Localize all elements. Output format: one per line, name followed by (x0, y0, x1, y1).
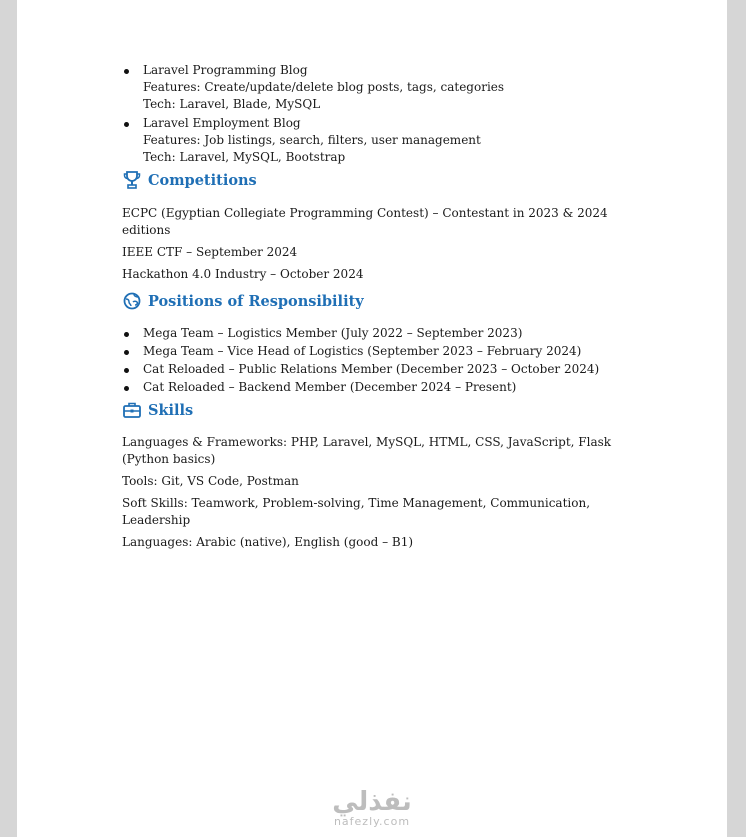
competition-item: IEEE CTF – September 2024 (122, 245, 298, 259)
competitions-heading (122, 170, 622, 190)
skills-heading-text: Skills (148, 401, 194, 419)
position-item: Cat Reloaded – Public Relations Member (December 2023 – October 2024) (143, 362, 600, 376)
project-title: Laravel Programming Blog (143, 63, 308, 77)
skill-item: Soft Skills: Teamwork, Problem-solving, Time Management, Communication, Leadership (122, 496, 591, 527)
bullet-icon (124, 122, 129, 127)
list-item (122, 325, 622, 342)
positions-list (122, 325, 622, 396)
position-item: Cat Reloaded – Backend Member (December 2024 – Present) (143, 380, 517, 394)
globe-hand-icon (122, 291, 142, 311)
toolbox-icon (122, 400, 142, 420)
position-item: Mega Team – Vice Head of Logistics (September 2023 – February 2024) (143, 344, 582, 358)
project-tech: Tech: Laravel, Blade, MySQL (143, 97, 321, 111)
competition-item: ECPC (Egyptian Collegiate Programming Contest) – Contestant in 2023 & 2024 editions (122, 206, 608, 237)
projects-list (122, 62, 622, 166)
project-tech: Tech: Laravel, MySQL, Bootstrap (143, 150, 346, 164)
bullet-icon (124, 350, 129, 355)
list-item (122, 379, 622, 396)
bullet-icon (124, 386, 129, 391)
project-title: Laravel Employment Blog (143, 116, 301, 130)
skill-item: Languages & Frameworks: PHP, Laravel, MySQL, HTML, CSS, JavaScript, Flask (Python basics) (122, 435, 612, 466)
bullet-icon (124, 368, 129, 373)
bullet-icon (124, 332, 129, 337)
watermark-latin: nafezly.com (333, 815, 411, 828)
watermark-arabic: نفذلي (332, 787, 412, 817)
competitions-heading-text: Competitions (148, 171, 257, 189)
positions-heading-text: Positions of Responsibility (148, 292, 364, 310)
list-item (122, 361, 622, 378)
positions-heading (122, 291, 622, 311)
bullet-icon (124, 69, 129, 74)
list-item (122, 343, 622, 360)
trophy-icon (122, 170, 142, 190)
document-content (122, 62, 622, 551)
project-features: Features: Create/update/delete blog posts, tags, categories (143, 80, 505, 94)
skill-item: Tools: Git, VS Code, Postman (122, 474, 299, 488)
competition-item: Hackathon 4.0 Industry – October 2024 (122, 267, 364, 281)
skills-heading (122, 400, 622, 420)
watermark (17, 788, 727, 828)
skill-item: Languages: Arabic (native), English (good – B1) (122, 535, 414, 549)
list-item (122, 62, 622, 113)
project-features: Features: Job listings, search, filters, user management (143, 133, 481, 147)
document-page (17, 0, 727, 837)
list-item (122, 115, 622, 166)
position-item: Mega Team – Logistics Member (July 2022 – September 2023) (143, 326, 523, 340)
